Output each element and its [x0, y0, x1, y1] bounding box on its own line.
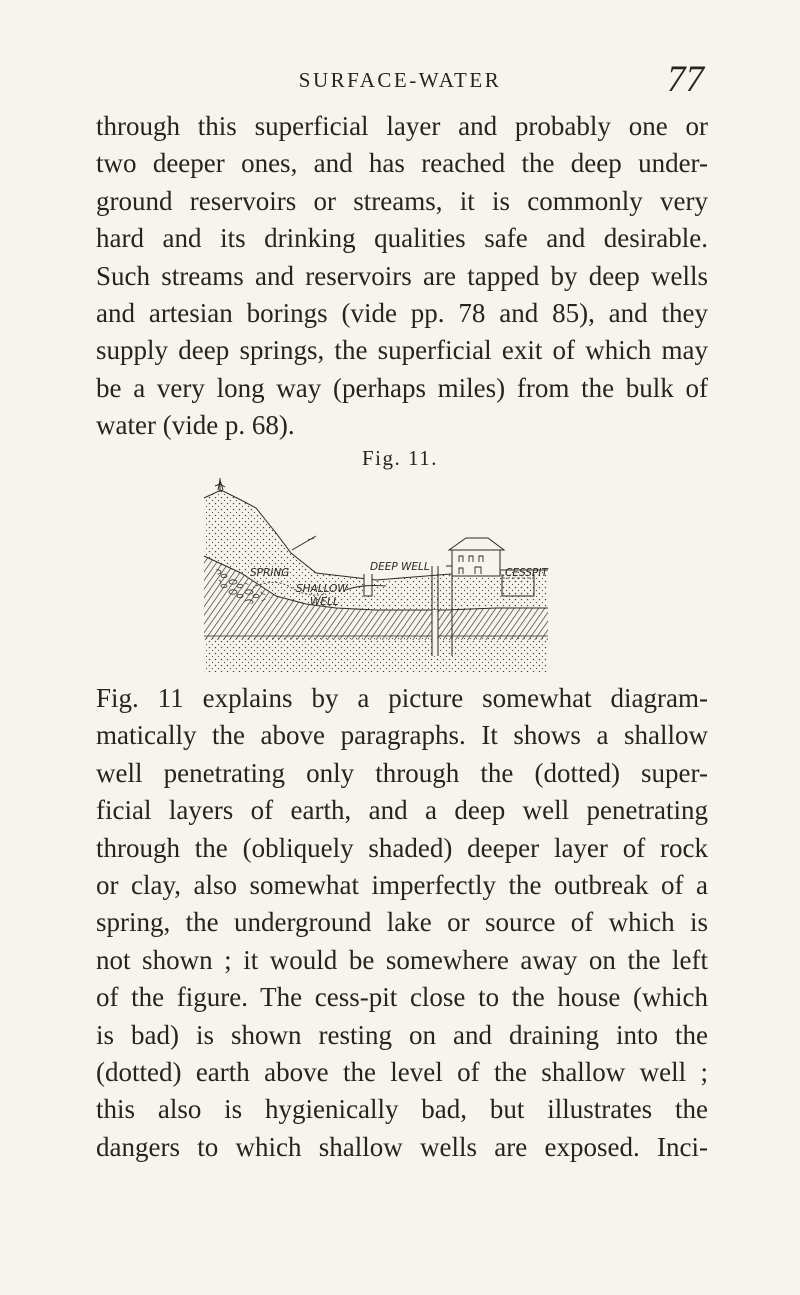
text-line: Fig. 11 explains by a picture somewhat diagram- — [96, 683, 708, 713]
text-line: hard and its drinking qualities safe and desirable. — [96, 223, 708, 254]
text-line: water (vide p. 68). — [96, 410, 295, 441]
running-head: SURFACE-WATER — [298, 68, 502, 92]
text-line: ficial layers of earth, and a deep well penetrating — [96, 795, 708, 826]
well-diagram — [196, 478, 568, 674]
bottom-dotted-layer — [204, 636, 548, 672]
text-line: (dotted) earth above the level of the shallow well ; — [96, 1057, 708, 1088]
tree-icon — [215, 478, 225, 492]
text-line: dangers to which shallow wells are exposed. Inci- — [96, 1131, 708, 1162]
well-label: WELL — [310, 596, 339, 608]
text-line: through this superficial layer and probably one or — [96, 111, 708, 141]
text-line: two deeper ones, and has reached the deep under- — [96, 148, 708, 179]
deep-well-label: DEEP WELL — [370, 561, 430, 573]
text-line: spring, the underground lake or source of which is — [96, 907, 708, 938]
cesspit-label: CESSPIT — [505, 567, 548, 579]
text-line: ground reservoirs or streams, it is commonly very — [96, 185, 708, 216]
text-line: this also is hygienically bad, but illustrates the — [96, 1094, 708, 1125]
text-line: is bad) is shown resting on and draining into the — [96, 1019, 708, 1050]
text-line: well penetrating only through the (dotted) super- — [96, 757, 708, 788]
text-line: Such streams and reservoirs are tapped by deep wells — [96, 260, 708, 291]
text-line: or clay, also somewhat imperfectly the outbreak of a — [96, 870, 708, 901]
paragraph-1 — [96, 108, 708, 445]
text-line: through the (obliquely shaded) deeper layer of rock — [96, 832, 708, 863]
text-line: supply deep springs, the superficial exit of which may — [96, 335, 708, 366]
page-header — [96, 58, 704, 98]
text-line: and artesian borings (vide pp. 78 and 85), and they — [96, 298, 708, 329]
text-line: be a very long way (perhaps miles) from the bulk of — [96, 372, 708, 403]
spring-label: SPRING — [250, 567, 290, 579]
text-line: not shown ; it would be somewhere away on the left — [96, 944, 708, 975]
text-line: matically the above paragraphs. It shows a shallow — [96, 720, 708, 751]
shallow-label: SHALLOW — [296, 583, 348, 595]
figure-caption: Fig. 11. — [362, 446, 438, 470]
page-number: 77 — [667, 59, 704, 100]
text-line: of the figure. The cess-pit close to the house (which — [96, 982, 708, 1013]
paragraph-2 — [96, 680, 708, 1166]
